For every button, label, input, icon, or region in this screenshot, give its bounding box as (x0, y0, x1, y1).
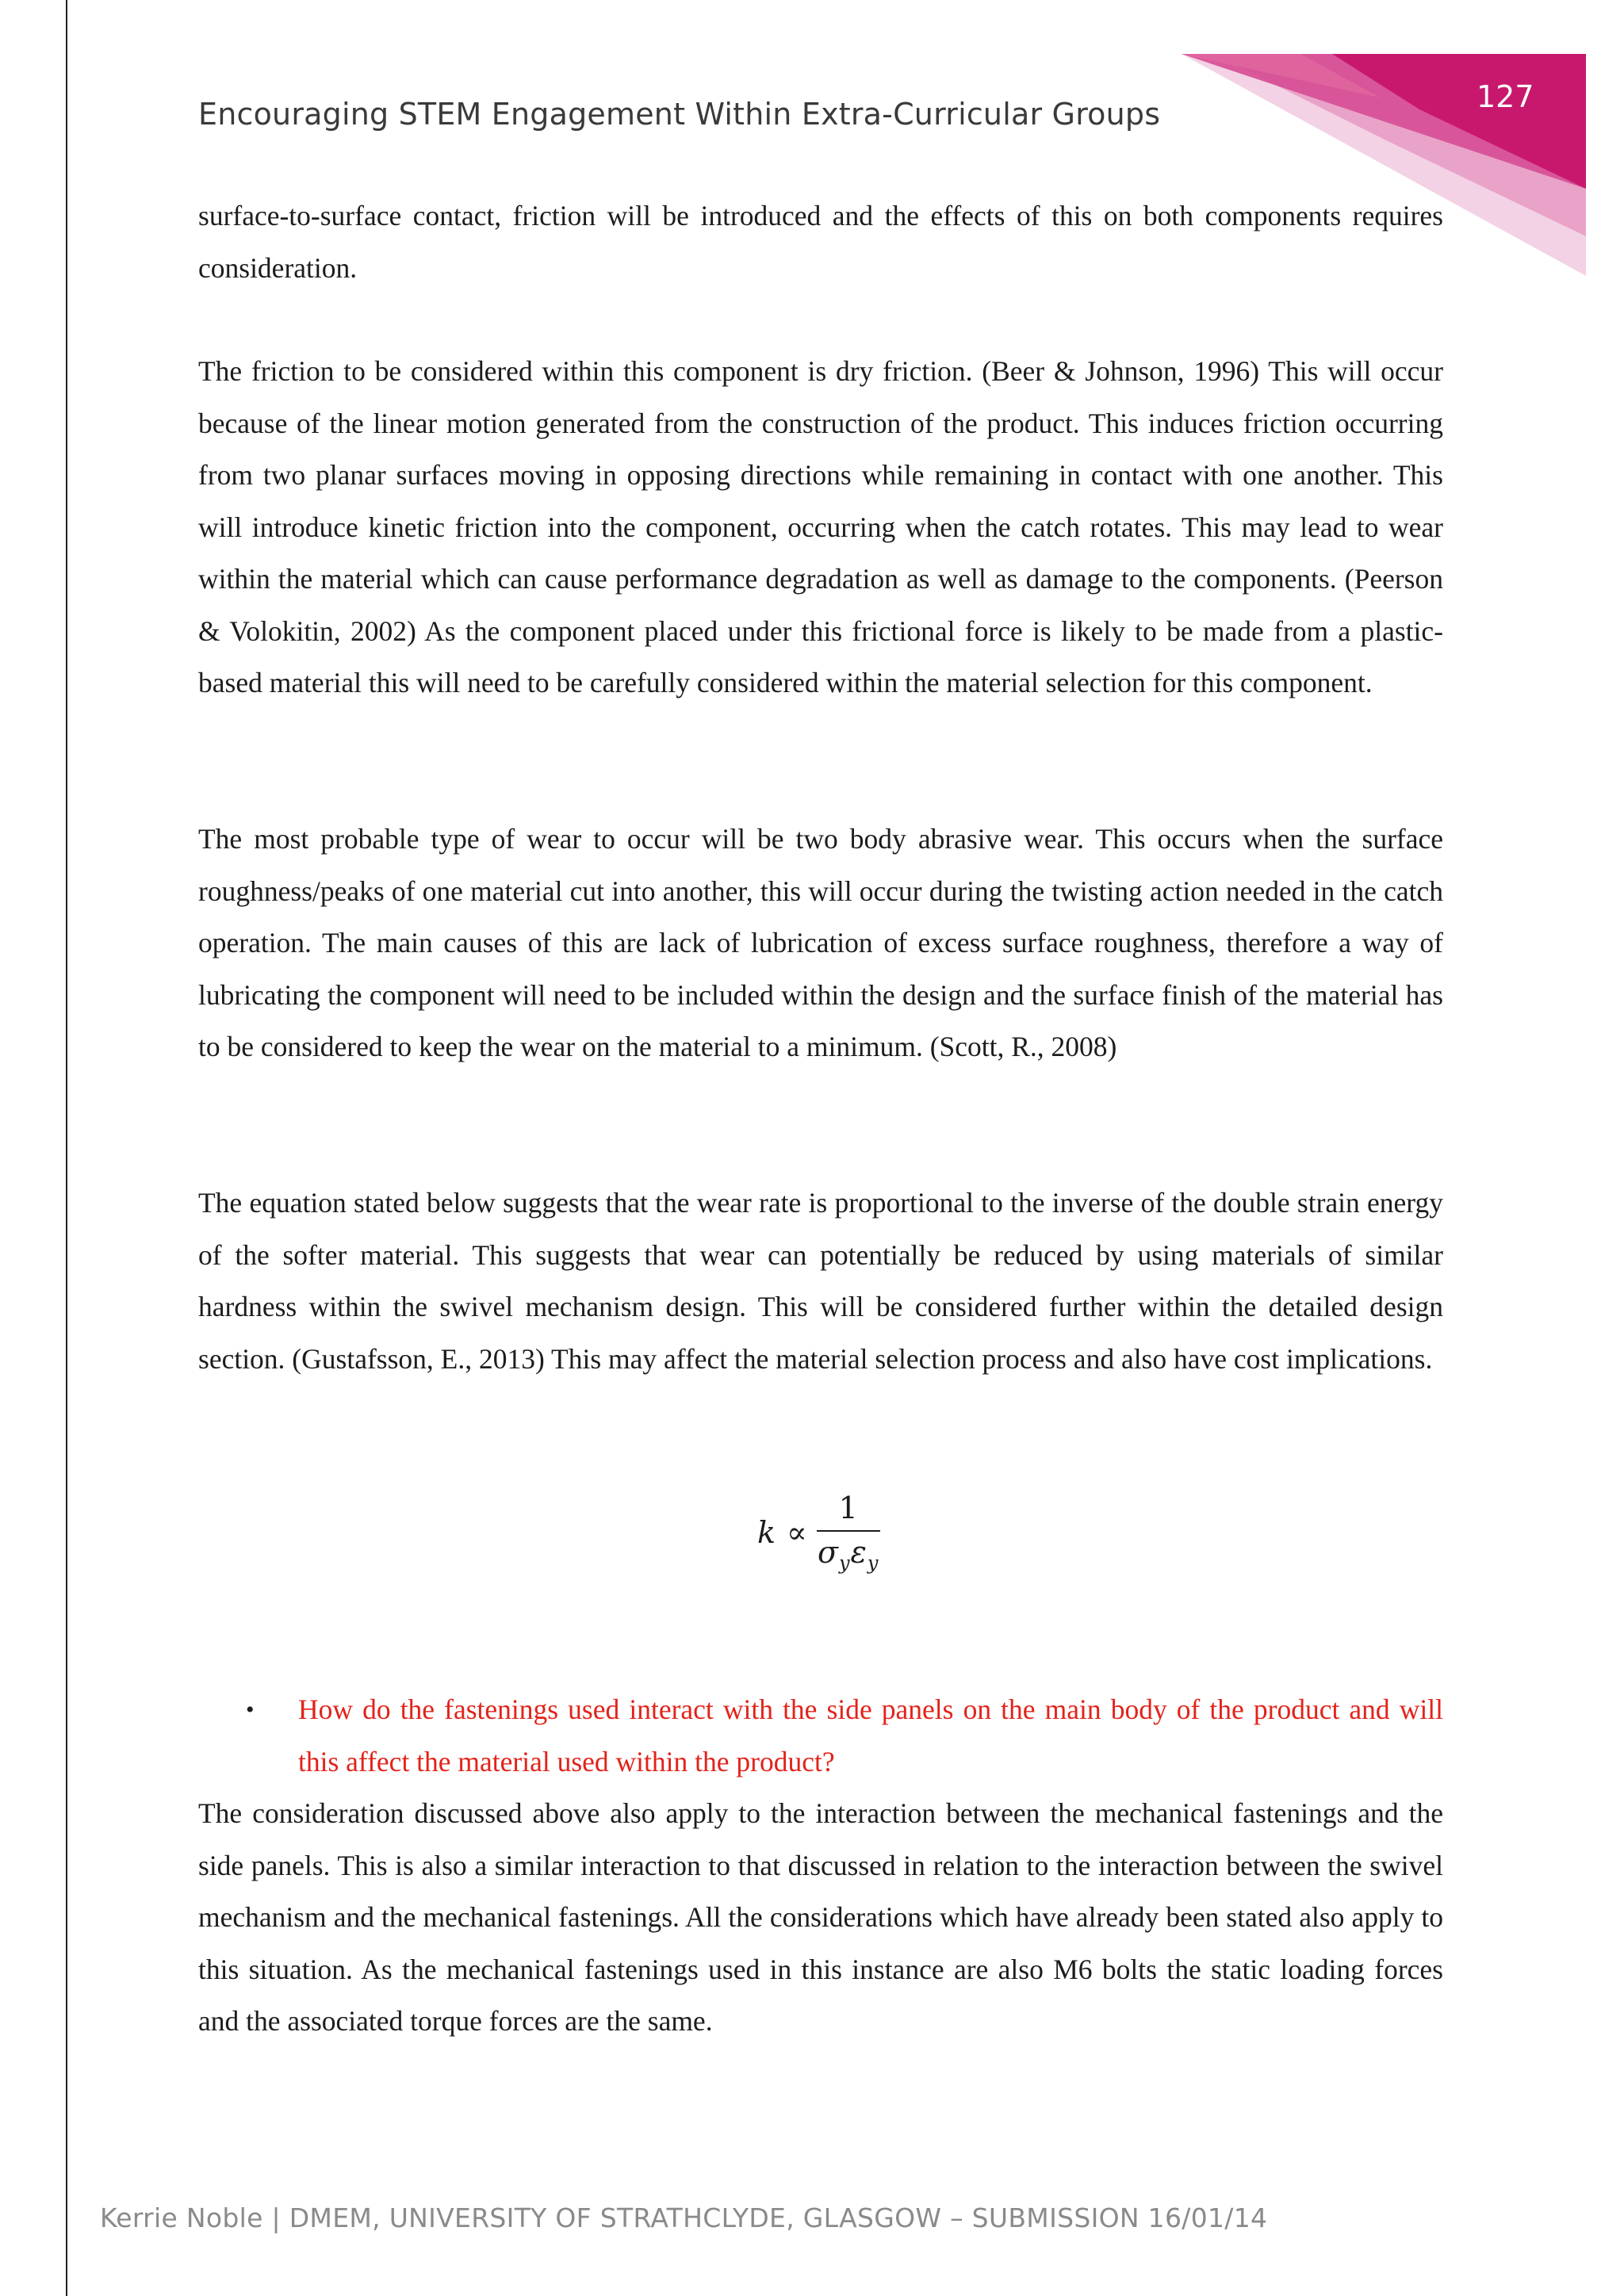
paragraph-4-text: The equation stated below suggests that the wear rate is proportional to the inverse of the double strain energy of the softer material. This suggests that wear can potentially be reduced by using materials of similar hardness within the swivel mechanism design. This will be considered further within the detailed design section. (Gustafsson, E., 2013) This may affect the material selection process and also have cost implications. (198, 1187, 1443, 1375)
wear-rate-equation (757, 1490, 880, 1575)
page-number: 127 (1477, 79, 1534, 114)
equation-denominator (818, 1532, 879, 1575)
page-margin-line (66, 0, 67, 2296)
paragraph-5-text: The consideration discussed above also apply to the interaction between the mechanical fastenings and the side panels. This is also a similar interaction to that discussed in relation to the interaction between the swivel mechanism and the mechanical fastenings. All the considerations which have already been stated also apply to this situation. As the mechanical fastenings used in this instance are also M6 bolts the static loading forces and the associated torque forces are the same. (198, 1797, 1443, 2037)
equation-lhs: k (757, 1514, 776, 1550)
paragraph-1-text: surface-to-surface contact, friction will be introduced and the effects of this on both components requires consideration. (198, 200, 1443, 284)
question-text: How do the fastenings used interact with the side panels on the main body of the product and will this affect the material used within the product? (298, 1693, 1443, 1777)
equation-sigma: σ (818, 1535, 839, 1570)
equation-numerator: 1 (838, 1490, 858, 1525)
paragraph-3 (198, 813, 1443, 1073)
equation-epsilon-sub: y (867, 1552, 879, 1575)
bullet-icon: • (246, 1697, 255, 1723)
equation-sigma-sub: y (838, 1552, 851, 1575)
paragraph-4 (198, 1177, 1443, 1385)
paragraph-2-text: The friction to be considered within this component is dry friction. (Beer & Johnson, 1996) This will occur because of the linear motion generated from the construction of the product. This induces friction occurring from two planar surfaces moving in opposing directions while remaining in contact with one another. This will introduce kinetic friction into the component, occurring when the catch rotates. This may lead to wear within the material which can cause performance degradation as well as damage to the components. (Peerson & Volokitin, 2002) As the component placed under this frictional force is likely to be made from a plastic-based material this will need to be carefully considered within the material selection for this component. (198, 355, 1443, 698)
header-title: Encouraging STEM Engagement Within Extra-Curricular Groups (198, 97, 1161, 132)
paragraph-3-text: The most probable type of wear to occur will be two body abrasive wear. This occurs when the surface roughness/peaks of one material cut into another, this will occur during the twisting action needed in the catch operation. The main causes of this are lack of lubrication of excess surface roughness, therefore a way of lubricating the component will need to be included within the design and the surface finish of the material has to be considered to keep the wear on the material to a minimum. (Scott, R., 2008) (198, 823, 1443, 1062)
paragraph-2 (198, 346, 1443, 710)
paragraph-1 (198, 190, 1443, 294)
equation-fraction (817, 1490, 880, 1575)
equation-proportional-symbol: ∝ (787, 1514, 807, 1550)
equation-epsilon: ε (850, 1535, 868, 1570)
footer: Kerrie Noble | DMEM, UNIVERSITY OF STRATHCLYDE, GLASGOW – SUBMISSION 16/01/14 (100, 2202, 1268, 2233)
question-bullet-item (246, 1684, 1443, 1788)
paragraph-5 (198, 1788, 1443, 2048)
